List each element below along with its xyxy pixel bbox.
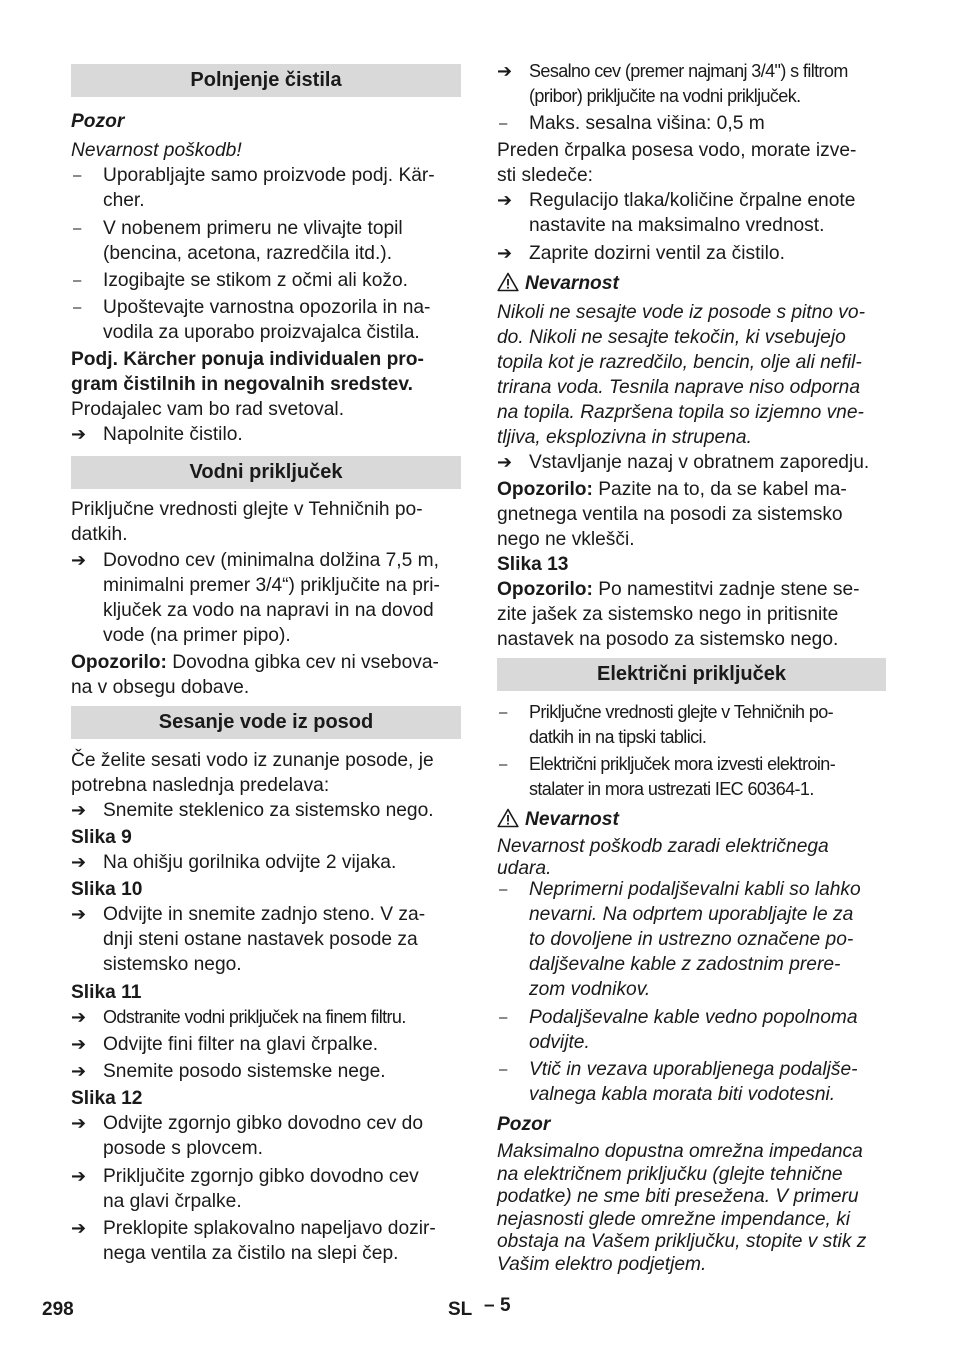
caution-label: Pozor [71,111,125,132]
instruction-step: ➔ Regulacijo tlaka/količine črpalne enote nastavite na maksimalno vrednost. [497,190,856,236]
warning-triangle-icon [497,808,519,828]
arrow-icon: ➔ [497,61,513,81]
paragraph: Preden črpalka posesa vodo, morate izve- sti sledeče: [497,140,857,186]
arrow-icon: ➔ [71,1007,87,1027]
arrow-icon: ➔ [71,800,87,820]
section-heading-water-connection: Vodni priključek [71,456,461,489]
list-item: – Vtič in vezava uporabljenega podaljše- valnega kabla morata biti vodotesni. [499,1059,858,1105]
note-label: Opozorilo: [71,652,167,673]
arrow-icon: ➔ [71,1034,87,1054]
figure-ref: Slika 11 [71,982,142,1003]
dash-marker: – [73,299,82,316]
instruction-step: ➔ Odvijte fini filter na glavi črpalke. [71,1034,379,1055]
dash-marker: – [499,704,508,721]
note-label: Opozorilo: [497,579,593,600]
arrow-icon: ➔ [71,424,87,444]
paragraph: Priključne vrednosti glejte v Tehničnih po- datkih. [71,499,423,545]
instruction-step: ➔ Vstavljanje nazaj v obratnem zaporedju. [497,452,870,473]
list-item: – Izogibajte se stikom z očmi ali kožo. [73,270,408,291]
dash-marker: – [499,1009,508,1026]
arrow-icon: ➔ [71,1113,87,1133]
dealer-advice: Prodajalec vam bo rad svetoval. [71,399,345,420]
language-code: SL [448,1299,473,1320]
list-item: – Uporabljajte samo proizvode podj. Kär- cher. [73,165,435,211]
list-item: – Podaljševalne kable vedno popolnoma odvijte. [499,1007,858,1053]
instruction-step: ➔ Odstranite vodni priključek na finem filtru. [71,1005,461,1030]
note-label: Opozorilo: [497,479,593,500]
figure-ref: Slika 9 [71,827,132,848]
dash-marker: – [73,167,82,184]
karcher-program-note: Podj. Kärcher ponuja individualen pro- gram čistilnih in negovalnih sredstev. [71,349,424,395]
instruction-step: ➔ Dovodno cev (minimalna dolžina 7,5 m, minimalni premer 3/4“) priključite na pri- ključek za vodo na napravi in na dovod vode (na primer pipo). [71,550,440,646]
list-item: – Priključne vrednosti glejte v Tehničnih po- datkih in na tipski tablici. [499,702,834,747]
instruction-step: ➔ Sesalno cev (premer najmanj 3/4") s filtrom (pribor) priključite na vodni priključek. [497,61,848,106]
figure-ref: Slika 13 [497,554,569,575]
arrow-icon: ➔ [71,852,87,872]
arrow-icon: ➔ [71,1218,87,1238]
figure-ref: Slika 10 [71,879,143,900]
caution-text: Maksimalno dopustna omrežna impedanca na električnem priključku (glejte tehnične podatke) ne sme biti presežena. V primeru nejasnosti glede omrežne impendance, ki obstaja na Vašem priključku, stopite v stik z Vašim elektro podjetjem. [497,1141,867,1275]
note-paragraph: Opozorilo: Dovodna gibka cev ni vsebova- na v obsegu dobave. [71,652,439,698]
arrow-icon: ➔ [497,452,513,472]
instruction-step: ➔ Zaprite dozirni ventil za čistilo. [497,243,785,264]
arrow-icon: ➔ [71,550,87,570]
list-item: – Električni priključek mora izvesti elektroin- stalater in mora ustrezati IEC 60364-1. [499,754,836,799]
paragraph: Če želite sesati vodo iz zunanje posode, je potrebna naslednja predelava: [71,750,434,796]
arrow-icon: ➔ [497,190,513,210]
dash-marker: – [73,220,82,237]
page-number: 298 [42,1299,74,1320]
note-paragraph: Opozorilo: Po namestitvi zadnje stene se- zite jašek za sistemsko nego in pritisnite nastavek na posodo za sistemsko nego. [497,579,860,650]
caution-label: Pozor [497,1114,551,1135]
instruction-step: ➔ Snemite steklenico za sistemsko nego. [71,800,434,821]
instruction-step: ➔ Odvijte zgornjo gibko dovodno cev do posode s plovcem. [71,1113,423,1159]
section-heading-fill-detergent: Polnjenje čistila [71,64,461,97]
arrow-icon: ➔ [71,904,87,924]
instruction-step: ➔ Priključite zgornjo gibko dovodno cev na glavi črpalke. [71,1166,419,1212]
danger-heading: Nevarnost [497,807,886,832]
list-item: – V nobenem primeru ne vlivajte topil (bencina, acetona, razredčila itd.). [73,218,403,264]
instruction-step: ➔ Snemite posodo sistemske nege. [71,1061,386,1082]
danger-text: Nikoli ne sesajte vode iz posode s pitno vo- do. Nikoli ne sesajte tekočin, ki vsebujejo topila kot je razredčilo, bencin, olje ali nefil- trirana voda. Tesnila naprave niso odporna na topila. Razpršena topila so izjemno vne- tljiva, eksplozivna in strupena. [497,302,865,448]
instruction-step: ➔ Napolnite čistilo. [71,424,243,445]
dash-marker: – [499,115,508,132]
arrow-icon: ➔ [71,1061,87,1081]
footer-separator: – [484,1295,495,1316]
warning-triangle-icon [497,272,519,292]
dash-marker: – [499,756,508,773]
instruction-step: ➔ Preklopite splakovalno napeljavo dozir- nega ventila za čistilo na slepi čep. [71,1218,436,1264]
figure-ref: Slika 12 [71,1088,143,1109]
danger-text: Nevarnost poškodb zaradi električnega udara. [497,836,829,879]
danger-heading: Nevarnost [497,271,886,296]
list-item: – Maks. sesalna višina: 0,5 m [499,113,765,134]
section-page-number: 5 [500,1295,511,1316]
instruction-step: ➔ Odvijte in snemite zadnjo steno. V za- dnji steni ostane nastavek posode za sistemsko nego. [71,904,426,975]
arrow-icon: ➔ [71,1166,87,1186]
dash-marker: – [499,1061,508,1078]
section-heading-electrical-connection: Električni priključek [497,658,886,691]
arrow-icon: ➔ [497,243,513,263]
dash-marker: – [73,272,82,289]
note-paragraph: Opozorilo: Pazite na to, da se kabel ma- gnetnega ventila na posodi za sistemsko nego ne vklešči. [497,479,847,550]
list-item: – Upoštevajte varnostna opozorila in na- vodila za uporabo proizvajalca čistila. [73,297,431,343]
instruction-step: ➔ Na ohišju gorilnika odvijte 2 vijaka. [71,852,397,873]
dash-marker: – [499,881,508,898]
list-item: – Neprimerni podaljševalni kabli so lahko nevarni. Na odprtem uporabljajte le za to dovoljene in ustrezno označene po- daljševalne kable z zadostnim prere- zom vodnikov. [499,879,861,1000]
injury-warning: Nevarnost poškodb! [71,140,242,161]
section-heading-suction: Sesanje vode iz posod [71,706,461,739]
